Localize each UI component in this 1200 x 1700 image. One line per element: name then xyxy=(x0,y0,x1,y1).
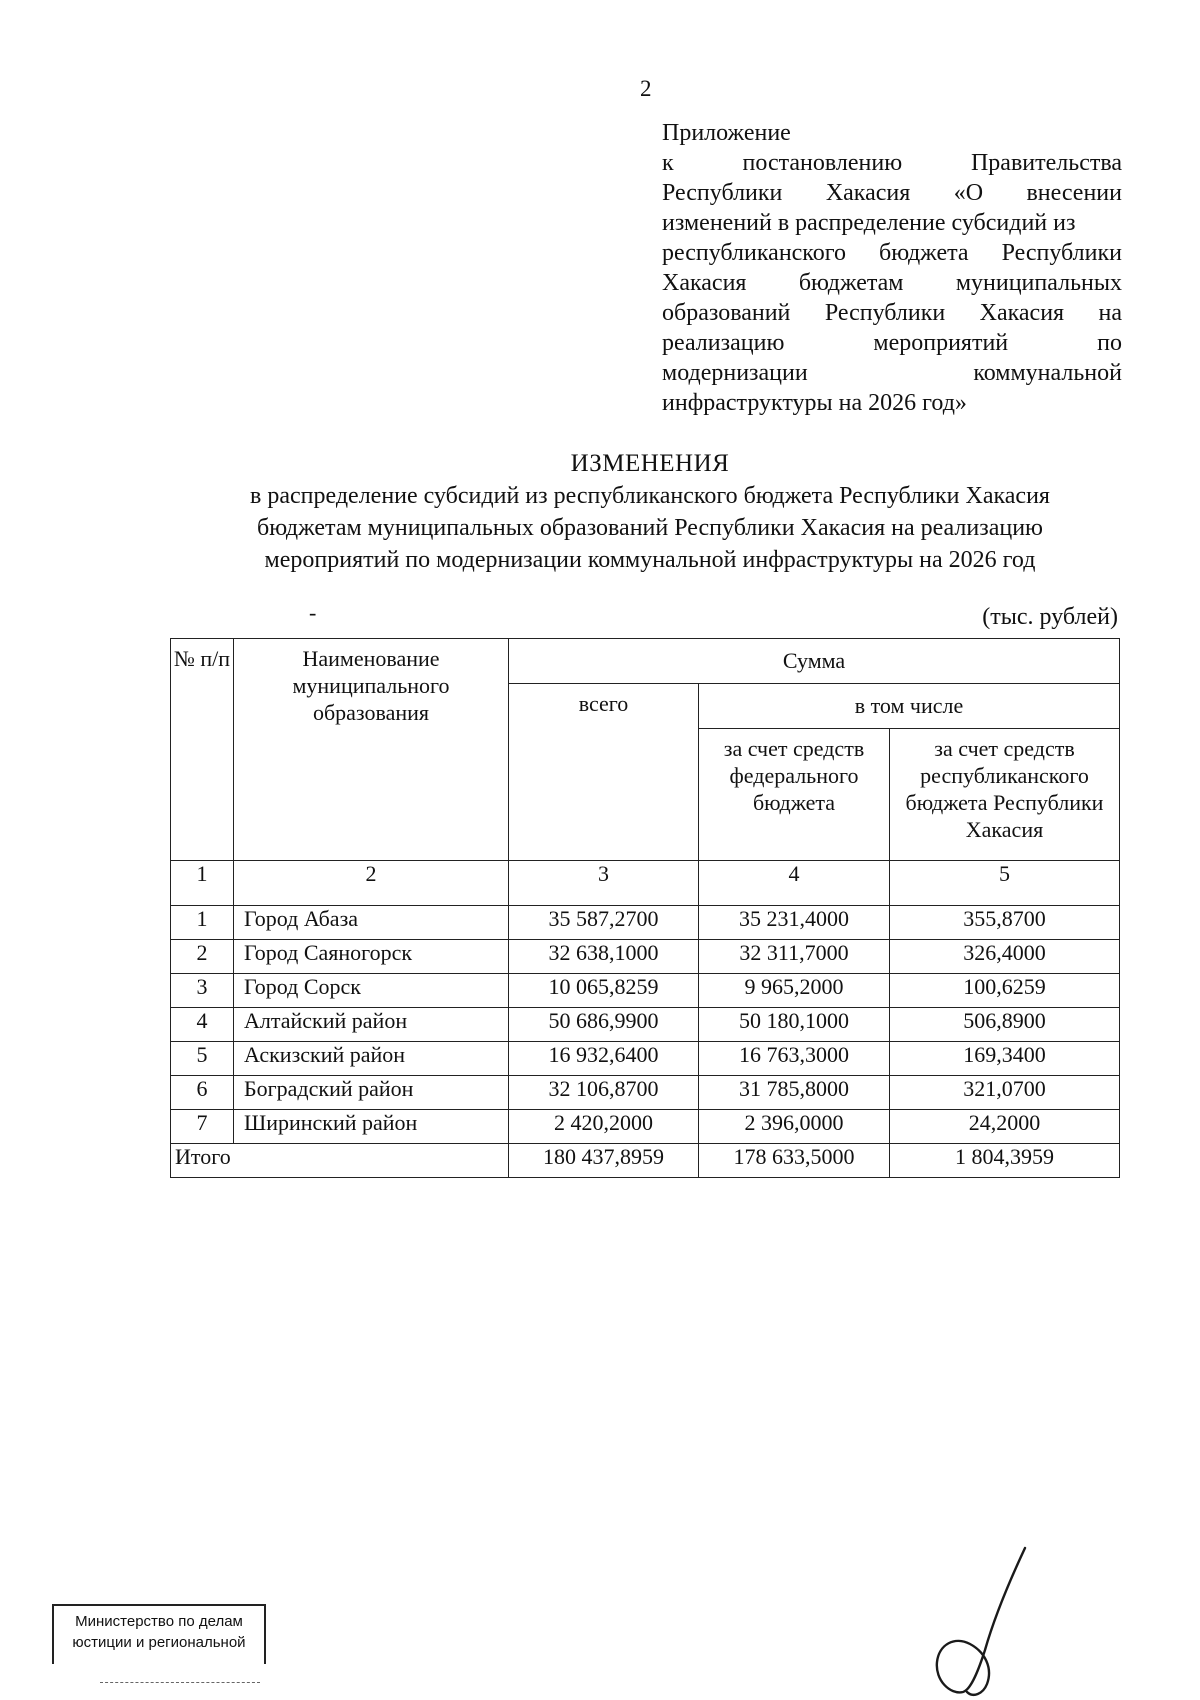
appendix-word: муниципальных xyxy=(955,270,1122,296)
appendix-word: по xyxy=(1097,330,1122,356)
row-federal: 16 763,3000 xyxy=(699,1042,890,1076)
appendix-word: Правительства xyxy=(970,150,1122,176)
ministry-stamp xyxy=(52,1604,266,1664)
row-federal: 31 785,8000 xyxy=(699,1076,890,1110)
header-total: всего xyxy=(509,684,699,861)
appendix-word: Хакасия xyxy=(662,270,747,296)
appendix-line xyxy=(662,208,1122,238)
appendix-line xyxy=(662,238,1122,268)
document-subtitle-line: бюджетам муниципальных образований Республики Хакасия на реализацию xyxy=(257,515,1043,541)
appendix-line xyxy=(662,388,1122,418)
row-number: 7 xyxy=(171,1110,234,1144)
header-sum: Сумма xyxy=(509,639,1120,684)
appendix-word: «О xyxy=(953,180,984,206)
document-subtitle-line: мероприятий по модернизации коммунальной инфраструктуры на 2026 год xyxy=(264,547,1036,573)
row-number: 1 xyxy=(171,906,234,940)
table-row xyxy=(171,1110,1120,1144)
row-municipality: Город Саяногорск xyxy=(234,940,509,974)
row-total: 32 638,1000 xyxy=(509,940,699,974)
table-row xyxy=(171,906,1120,940)
document-subtitle-line: в распределение субсидий из республиканского бюджета Республики Хакасия xyxy=(250,483,1050,509)
appendix-line xyxy=(662,328,1122,358)
row-municipality: Ширинский район xyxy=(234,1110,509,1144)
appendix-word: инфраструктуры на 2026 год» xyxy=(662,390,967,416)
appendix-line xyxy=(662,118,1122,148)
row-republic: 24,2000 xyxy=(890,1110,1120,1144)
row-number: 6 xyxy=(171,1076,234,1110)
appendix-line xyxy=(662,358,1122,388)
handwritten-signature xyxy=(915,1540,1045,1700)
row-total: 32 106,8700 xyxy=(509,1076,699,1110)
page-number: 2 xyxy=(640,76,652,101)
appendix-line xyxy=(662,178,1122,208)
appendix-word: Республики xyxy=(824,300,946,326)
table-row xyxy=(171,1042,1120,1076)
column-number: 2 xyxy=(234,861,509,906)
table-row xyxy=(171,1076,1120,1110)
header-name: Наименование муниципального образования xyxy=(234,639,509,861)
row-municipality: Аскизский район xyxy=(234,1042,509,1076)
total-federal: 178 633,5000 xyxy=(699,1144,890,1178)
row-municipality: Алтайский район xyxy=(234,1008,509,1042)
subsidy-table xyxy=(170,638,1120,1178)
appendix-word: мероприятий xyxy=(873,330,1009,356)
row-number: 2 xyxy=(171,940,234,974)
appendix-word: Республики xyxy=(1001,240,1122,266)
row-republic: 169,3400 xyxy=(890,1042,1120,1076)
header-republic: за счет средств республиканского бюджета Республики Хакасия xyxy=(890,729,1120,861)
appendix-word: образований xyxy=(662,300,791,326)
appendix-word: постановлению xyxy=(742,150,903,176)
row-total: 50 686,9900 xyxy=(509,1008,699,1042)
column-number: 1 xyxy=(171,861,234,906)
row-federal: 9 965,2000 xyxy=(699,974,890,1008)
stamp-line: Министерство по делам xyxy=(75,1613,243,1630)
row-number: 5 xyxy=(171,1042,234,1076)
row-total: 16 932,6400 xyxy=(509,1042,699,1076)
column-number: 5 xyxy=(890,861,1120,906)
table-row xyxy=(171,1008,1120,1042)
row-republic: 506,8900 xyxy=(890,1008,1120,1042)
row-republic: 326,4000 xyxy=(890,940,1120,974)
column-number: 4 xyxy=(699,861,890,906)
appendix-line xyxy=(662,268,1122,298)
stamp-line: юстиции и региональной xyxy=(72,1634,246,1651)
appendix-line xyxy=(662,148,1122,178)
row-republic: 355,8700 xyxy=(890,906,1120,940)
row-number: 4 xyxy=(171,1008,234,1042)
document-title: ИЗМЕНЕНИЯ xyxy=(570,450,730,477)
row-republic: 321,0700 xyxy=(890,1076,1120,1110)
row-total: 35 587,2700 xyxy=(509,906,699,940)
appendix-word: реализацию xyxy=(662,330,785,356)
row-federal: 50 180,1000 xyxy=(699,1008,890,1042)
row-number: 3 xyxy=(171,974,234,1008)
stamp-divider xyxy=(100,1682,260,1683)
appendix-word: Хакасия xyxy=(979,300,1065,326)
appendix-word: бюджетам xyxy=(798,270,904,296)
row-federal: 2 396,0000 xyxy=(699,1110,890,1144)
total-label: Итого xyxy=(171,1144,509,1178)
row-federal: 35 231,4000 xyxy=(699,906,890,940)
row-federal: 32 311,7000 xyxy=(699,940,890,974)
total-republic: 1 804,3959 xyxy=(890,1144,1120,1178)
row-total: 2 420,2000 xyxy=(509,1110,699,1144)
unit-label: (тыс. рублей) xyxy=(982,604,1118,630)
total-sum: 180 437,8959 xyxy=(509,1144,699,1178)
header-federal: за счет средств федерального бюджета xyxy=(699,729,890,861)
appendix-block xyxy=(662,118,1122,418)
total-row xyxy=(171,1144,1120,1178)
table-row xyxy=(171,974,1120,1008)
appendix-word: на xyxy=(1098,300,1122,326)
appendix-word: внесении xyxy=(1026,180,1122,206)
appendix-word: Хакасия xyxy=(825,180,911,206)
appendix-word: изменений в распределение субсидий из xyxy=(662,210,1076,236)
appendix-word: модернизации xyxy=(662,360,808,386)
appendix-word: республиканского xyxy=(662,240,846,266)
document-title-block xyxy=(140,448,1160,576)
column-number: 3 xyxy=(509,861,699,906)
dash-mark: - xyxy=(309,600,317,625)
row-municipality: Город Сорск xyxy=(234,974,509,1008)
appendix-word: Республики xyxy=(662,180,783,206)
row-municipality: Город Абаза xyxy=(234,906,509,940)
row-total: 10 065,8259 xyxy=(509,974,699,1008)
row-municipality: Боградский район xyxy=(234,1076,509,1110)
appendix-word: бюджета xyxy=(879,240,969,266)
appendix-word: Приложение xyxy=(662,120,791,146)
header-num: № п/п xyxy=(171,639,234,861)
row-republic: 100,6259 xyxy=(890,974,1120,1008)
table-row xyxy=(171,940,1120,974)
appendix-word: к xyxy=(662,150,674,176)
appendix-line xyxy=(662,298,1122,328)
appendix-word: коммунальной xyxy=(973,360,1122,386)
header-including: в том числе xyxy=(699,684,1120,729)
